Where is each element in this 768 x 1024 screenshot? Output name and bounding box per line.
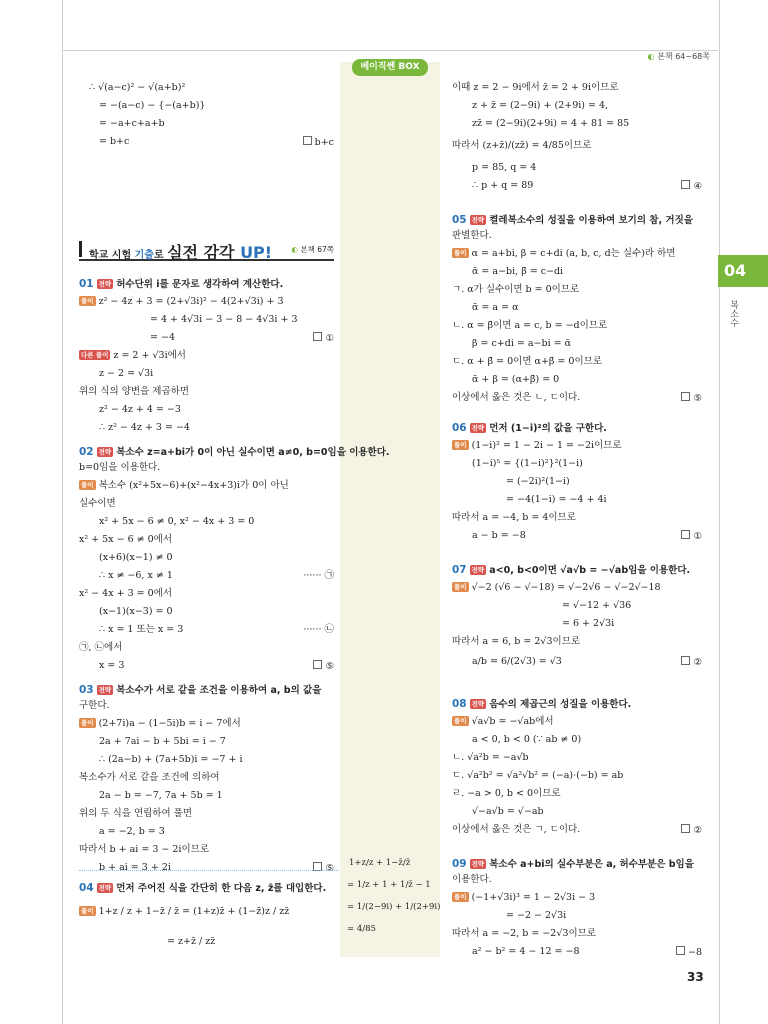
solution-line: ∴ x = 1 또는 x = 3 (99, 624, 184, 635)
top-rule (62, 50, 718, 51)
section-up: UP! (240, 243, 273, 262)
answer (676, 946, 702, 959)
solution-line: z + z̄ = (2−9i) + (2+9i) = 4, (472, 100, 609, 111)
q05-head-cont: 판별한다. (452, 230, 492, 241)
solution-line: 이때 z = 2 − 9i에서 z̄ = 2 + 9i이므로 (452, 82, 619, 93)
solution-line: 2a − b = −7, 7a + 5b = 1 (99, 790, 223, 801)
q03 (79, 684, 334, 874)
solution-line: a = −2, b = 3 (99, 826, 165, 837)
solution-line: = 6 + 2√3i (562, 618, 615, 629)
q09-number: 09 (452, 858, 467, 870)
solution-line: √a√b = −√ab에서 (471, 716, 554, 727)
side-line: = 1/z + 1 + 1/z̄ − 1 (347, 880, 431, 890)
answer-box-icon (313, 332, 322, 341)
strategy-tag: 전략 (471, 424, 485, 432)
basic-box-strip (340, 62, 440, 957)
solution-line: β = c+di = a−bi = ᾱ (472, 338, 572, 349)
side-line: 1+z/z + 1−z̄/z̄ (349, 858, 411, 868)
q05 (452, 214, 702, 404)
q09 (452, 858, 702, 958)
solution-line: 1+z / z + 1−z̄ / z̄ = (1+z)z̄ + (1−z̄)z / zz̄ (98, 906, 290, 917)
solution-line: a² − b² = 4 − 12 = −8 (472, 946, 580, 957)
solution-line: z² − 4z + 3 = (2+√3i)² − 4(2+√3i) + 3 (98, 296, 284, 307)
solution-line: 따라서 (z+z̄)/(zz̄) = 4/85이므로 (452, 140, 592, 151)
solution-line: 위의 식의 양변을 제곱하면 (79, 386, 190, 397)
section-mid: 기출 (134, 250, 154, 261)
solution-line: (1−i)² = 1 − 2i − 1 = −2i이므로 (471, 440, 622, 451)
answer-text: ⑤ (693, 393, 702, 404)
q01-number: 01 (79, 278, 94, 290)
solution-tag: 풀이 (454, 893, 467, 901)
solution-line: ∴ p + q = 89 (472, 180, 534, 191)
solution-line: z = 2 + √3i에서 (113, 350, 186, 361)
section-rest: 로 (153, 250, 168, 261)
solution-line: √−a√b = √−ab (472, 806, 544, 817)
solution-line: = (−2i)²(1−i) (506, 476, 570, 487)
answer (303, 136, 334, 149)
q05-number: 05 (452, 214, 467, 226)
q05-head: 켤레복소수의 성질을 이용하여 보기의 참, 거짓을 (489, 215, 693, 226)
q02-head-cont: b=0임을 이용한다. (79, 462, 161, 473)
solution-line: x = 3 (99, 660, 125, 671)
strategy-tag: 전략 (471, 700, 485, 708)
solution-line: x² + 5x − 6 ≠ 0에서 (79, 534, 173, 545)
solution-tag: 풀이 (81, 481, 94, 489)
section-title (89, 240, 272, 263)
q06 (452, 422, 702, 542)
solution-line: (1−i)⁵ = {(1−i)²}²(1−i) (472, 458, 583, 469)
solution-line: ∴ (2a−b) + (7a+5b)i = −7 + i (99, 754, 243, 765)
solution-line: a/b = 6/(2√3) = √3 (472, 656, 562, 667)
section-ref-text: 본책 67쪽 (300, 245, 334, 254)
answer (313, 332, 334, 345)
solution-line: ㄴ. √a²b = −a√b (452, 752, 529, 763)
solution-line: b + ai = 3 + 2i (99, 862, 171, 873)
answer (681, 824, 702, 837)
chapter-tab[interactable]: 04 (718, 255, 768, 287)
answer-box-icon (681, 392, 690, 401)
solution-line: ㄷ. √a²b² = √a²√b² = (−a)·(−b) = ab (452, 770, 624, 781)
solution-line: = √−12 + √36 (562, 600, 632, 611)
solution-line: (2+7i)a − (1−5i)b = i − 7에서 (98, 718, 241, 729)
section-big: 실전 감각 (167, 243, 241, 262)
right-top (452, 82, 702, 192)
answer-text: ① (693, 531, 702, 542)
solution-line: 이상에서 옳은 것은 ㄱ, ㄷ이다. (452, 824, 581, 835)
solution-line: (−1+√3i)³ = 1 − 2√3i − 3 (471, 892, 596, 903)
solution-line: = −2 − 2√3i (506, 910, 567, 921)
solution-line: z − 2 = √3i (99, 368, 154, 379)
answer-text: ② (693, 825, 702, 836)
solution-line: α = a+bi, β = c+di (a, b, c, d는 실수)라 하면 (471, 248, 676, 259)
solution-line: 따라서 a = −4, b = 4이므로 (452, 512, 576, 523)
solution-line: ㉠, ㉡에서 (79, 642, 123, 653)
strategy-tag: 전략 (471, 216, 485, 224)
solution-line: = b+c (99, 136, 130, 147)
answer-box-icon (681, 180, 690, 189)
solution-tag: 풀이 (81, 297, 94, 305)
strategy-tag: 전략 (98, 448, 112, 456)
strategy-tag: 전략 (98, 686, 112, 694)
q01 (79, 278, 334, 433)
q08 (452, 698, 702, 838)
solution-line: ∴ z² − 4z + 3 = −4 (99, 422, 190, 433)
solution-line: 복소수가 서로 같을 조건에 의하여 (79, 772, 220, 783)
side-line: = 1/(2−9i) + 1/(2+9i) (347, 902, 441, 912)
solution-line: x² + 5x − 6 ≠ 0, x² − 4x + 3 = 0 (99, 516, 255, 527)
solution-line: ㄱ. α가 실수이면 b = 0이므로 (452, 284, 580, 295)
solution-line: 이상에서 옳은 것은 ㄴ, ㄷ이다. (452, 392, 581, 403)
solution-tag: 풀이 (454, 249, 467, 257)
solution-line: z² − 4z + 4 = −3 (99, 404, 181, 415)
section-ref (291, 244, 334, 255)
solution-line: zz̄ = (2−9i)(2+9i) = 4 + 81 = 85 (472, 118, 630, 129)
q02-number: 02 (79, 446, 94, 458)
mark-a: ······ ㉠ (303, 570, 334, 581)
solution-line: = −a+c+a+b (99, 118, 165, 129)
solution-line: = −4 (150, 332, 175, 343)
answer-box-icon (313, 660, 322, 669)
solution-line: a − b = −8 (472, 530, 526, 541)
solution-line: a < 0, b < 0 (∵ ab ≠ 0) (472, 734, 582, 745)
answer-text: b+c (314, 137, 334, 148)
section-heading (79, 237, 334, 261)
solution-line: (x−1)(x−3) = 0 (99, 606, 173, 617)
answer-box-icon (676, 946, 685, 955)
q06-number: 06 (452, 422, 467, 434)
solution-tag: 풀이 (454, 441, 467, 449)
mark-b: ······ ㉡ (303, 624, 334, 635)
answer-box-icon (681, 530, 690, 539)
basic-box-label: 베이직쎈 BOX (352, 59, 428, 76)
alt-solution-tag: 다른 풀이 (81, 351, 109, 359)
answer-text: ⑤ (325, 661, 334, 672)
answer (313, 660, 334, 673)
q01-head: 허수단위 i를 문자로 생각하여 계산한다. (116, 279, 284, 290)
solution-line: 복소수 (x²+5x−6)+(x²−4x+3)i가 0이 아닌 (98, 480, 289, 491)
solution-line: = 4 + 4√3i − 3 − 8 − 4√3i + 3 (150, 314, 298, 325)
q07-number: 07 (452, 564, 467, 576)
page-ref (647, 51, 710, 62)
answer-text: −8 (687, 947, 702, 958)
solution-line: ᾱ + β = (α+β̄) = 0 (472, 374, 560, 385)
answer (681, 530, 702, 543)
solution-line: ㄴ. α = β̄이면 a = c, b = −d이므로 (452, 320, 608, 331)
solution-line: ᾱ = a−bi, β̄ = c−di (472, 266, 564, 277)
strategy-tag: 전략 (471, 566, 485, 574)
book-ref-icon: ◐ (647, 52, 658, 61)
solution-tag: 풀이 (81, 907, 94, 915)
q07-head: a<0, b<0이면 √a√b = −√ab임을 이용한다. (489, 565, 691, 576)
strategy-tag: 전략 (98, 884, 112, 892)
solution-line: ㄷ. α + β̄ = 0이면 α+β̄ = 0이므로 (452, 356, 602, 367)
solution-line: √−2 (√6 − √−18) = √−2√6 − √−2√−18 (471, 582, 661, 593)
q02 (79, 446, 390, 672)
q03-number: 03 (79, 684, 94, 696)
answer (313, 862, 334, 875)
q04 (79, 882, 334, 962)
q09-head: 복소수 a+bi의 실수부분은 a, 허수부분은 b임을 (489, 859, 694, 870)
answer (681, 180, 702, 193)
answer-text: ⑤ (325, 863, 334, 874)
dotted-connector (79, 870, 339, 871)
page-number: 33 (687, 970, 704, 984)
solution-line: = −4(1−i) = −4 + 4i (506, 494, 607, 505)
solution-line: 따라서 b + ai = 3 − 2i이므로 (79, 844, 209, 855)
solution-line: 2a + 7ai − b + 5bi = i − 7 (99, 736, 226, 747)
answer (681, 656, 702, 669)
q08-head: 음수의 제곱근의 성질을 이용한다. (489, 699, 632, 710)
side-line: = 4/85 (347, 924, 376, 934)
answer (681, 392, 702, 405)
solution-tag: 풀이 (454, 717, 467, 725)
page-ref-text: 본책 64~68쪽 (657, 52, 710, 61)
solution-line: = z+z̄ / zz̄ (167, 936, 216, 947)
solution-line: ᾱ = a = α (472, 302, 519, 313)
solution-line: p = 85, q = 4 (472, 162, 537, 173)
solution-tag: 풀이 (81, 719, 94, 727)
q03-head: 복소수가 서로 같을 조건을 이용하여 a, b의 값을 (116, 685, 322, 696)
chapter-subtitle: 복소수 (728, 300, 738, 327)
strategy-tag: 전략 (471, 860, 485, 868)
answer-box-icon (681, 824, 690, 833)
q03-head-cont: 구한다. (79, 700, 110, 711)
solution-line: (x+6)(x−1) ≠ 0 (99, 552, 173, 563)
q04-number: 04 (79, 882, 94, 894)
answer-text: ② (693, 657, 702, 668)
solution-line: 실수이면 (79, 498, 116, 509)
answer-text: ④ (693, 181, 702, 192)
q09-head-cont: 이용한다. (452, 874, 492, 885)
section-prefix: 학교 시험 (89, 250, 135, 261)
answer-text: ① (325, 333, 334, 344)
q08-number: 08 (452, 698, 467, 710)
solution-tag: 풀이 (454, 583, 467, 591)
answer-box-icon (303, 136, 312, 145)
solution-line: = −(a−c) − {−(a+b)} (99, 100, 206, 111)
solution-line: ∴ x ≠ −6, x ≠ 1 (99, 570, 173, 581)
book-ref-icon: ◐ (291, 245, 301, 254)
solution-line: ㄹ. −a > 0, b < 0이므로 (452, 788, 561, 799)
solution-line: 따라서 a = 6, b = 2√3이므로 (452, 636, 581, 647)
solution-line: x² − 4x + 3 = 0에서 (79, 588, 173, 599)
q06-head: 먼저 (1−i)²의 값을 구한다. (489, 423, 607, 434)
q04-head: 먼저 주어진 식을 간단히 한 다음 z, z̄를 대입한다. (116, 883, 327, 894)
q02-head: 복소수 z=a+bi가 0이 아닌 실수이면 a≠0, b=0임을 이용한다. (116, 447, 390, 458)
section-bar (79, 241, 82, 257)
solution-line: ∴ √(a−c)² − √(a+b)² (89, 82, 186, 93)
solution-line: 따라서 a = −2, b = −2√3이므로 (452, 928, 596, 939)
answer-box-icon (681, 656, 690, 665)
strategy-tag: 전략 (98, 280, 112, 288)
q07 (452, 564, 702, 674)
solution-line: 위의 두 식을 연립하여 풀면 (79, 808, 193, 819)
